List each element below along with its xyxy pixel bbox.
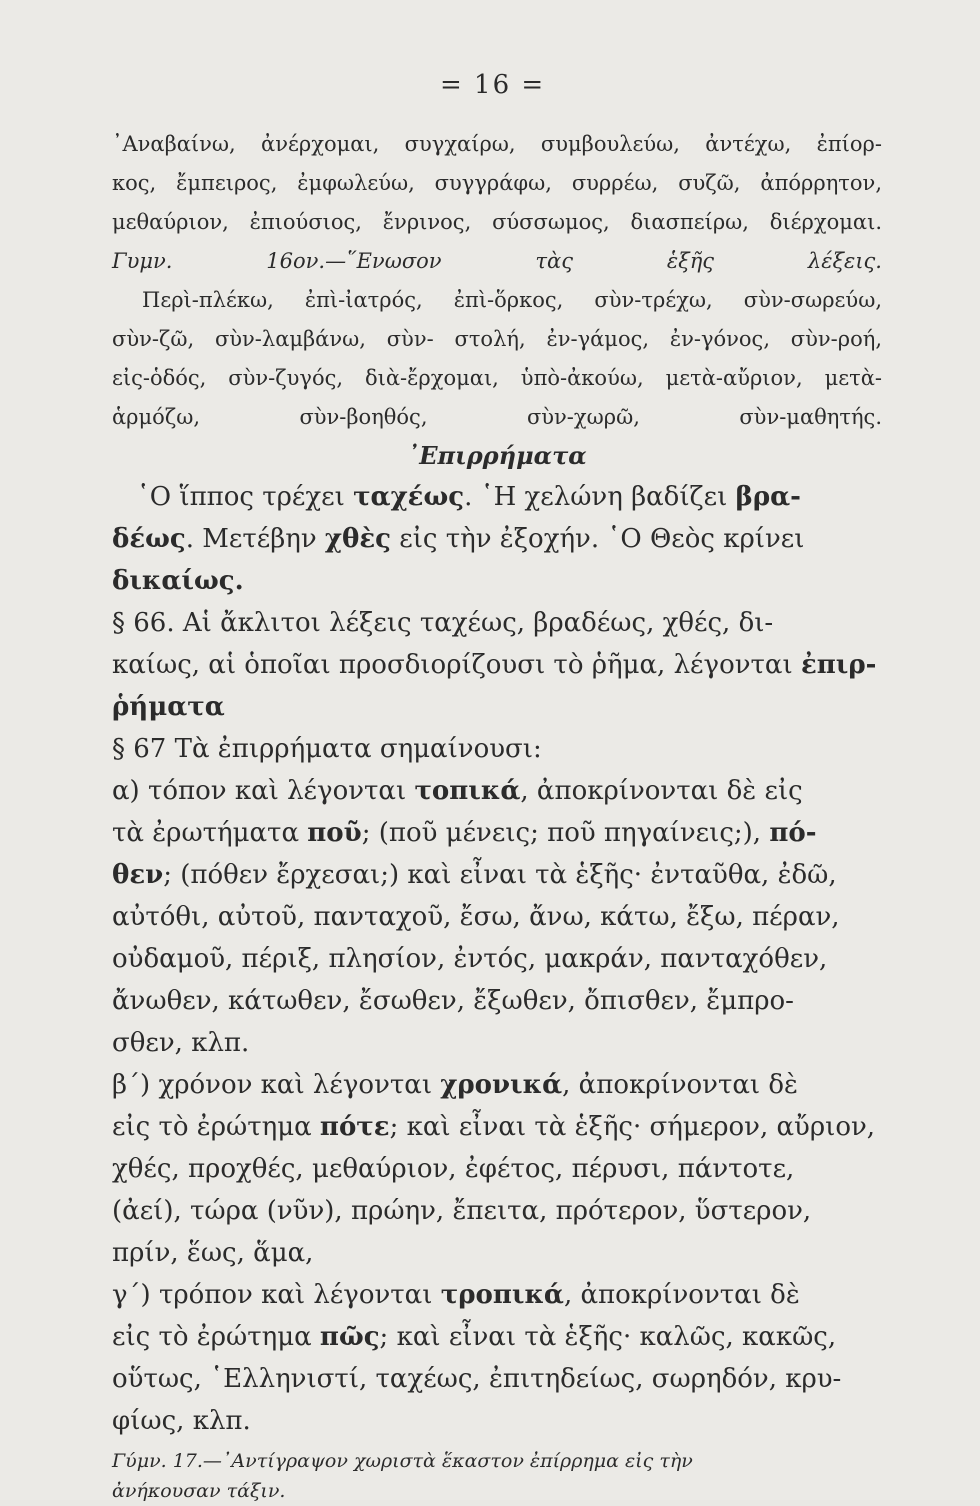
s67-line-14: γ΄) τρόπον καὶ λέγονται τροπικά, ἀποκρίνονται δὲ <box>112 1280 800 1310</box>
s67-line-3: τὰ ἐρωτήματα ποῦ; (ποῦ μένεις; ποῦ πηγαίνεις;), πό- <box>112 818 817 848</box>
s66-line-3: ῥήματα <box>112 692 225 722</box>
s67-line-7: ἄνωθεν, κάτωθεν, ἔσωθεν, ἔξωθεν, ὄπισθεν, ἔμπρο- <box>112 986 794 1016</box>
p1-line-1: ᾿Αναβαίνω, ἀνέρχομαι, συγχαίρω, συμβουλεύω, ἀντέχω, ἐπίορ- <box>112 132 882 156</box>
s67-line-2: α) τόπον καὶ λέγονται τοπικά, ἀποκρίνονται δὲ εἰς <box>112 776 803 806</box>
exercise-16: Γυμν. 16ον.—῞Ενωσον τὰς ἑξῆς λέξεις. <box>112 249 882 273</box>
s67-line-17: φίως, κλπ. <box>112 1406 251 1436</box>
s66-line-2: καίως, αἱ ὁποῖαι προσδιορίζουσι τὸ ῥῆμα, λέγονται ἐπιρ- <box>112 650 877 680</box>
ex17-line-1: Γύμν. 17.—᾿Αντίγραψον χωριστὰ ἕκαστον ἐπίρρημα εἰς τὴν <box>112 1450 693 1472</box>
s67-line-5: αὐτόθι, αὐτοῦ, πανταχοῦ, ἔσω, ἄνω, κάτω, ἔξω, πέραν, <box>112 902 840 932</box>
s67-line-11: χθές, προχθές, μεθαύριον, ἐφέτος, πέρυσι, πάντοτε, <box>112 1154 795 1184</box>
s67-line-6: οὐδαμοῦ, πέριξ, πλησίον, ἐντός, μακράν, πανταχόθεν, <box>112 944 828 974</box>
p2-line-2: σὺν-ζῶ, σὺν-λαμβάνω, σὺν- στολή, ἐν-γάμος, ἐν-γόνος, σὺν-ροή, <box>112 327 882 351</box>
ex-line-1: ῾Ο ἵππος τρέχει ταχέως. ῾Η χελώνη βαδίζει βρα- <box>136 482 801 512</box>
s67-line-13: πρίν, ἕως, ἅμα, <box>112 1238 314 1268</box>
page-body <box>112 125 882 1506</box>
s67-line-1: § 67 Τὰ ἐπιρρήματα σημαίνουσι: <box>112 734 542 764</box>
section-67 <box>112 728 882 1442</box>
s67-line-12: (ἀεί), τώρα (νῦν), πρώην, ἔπειτα, πρότερον, ὕστερον, <box>112 1196 812 1226</box>
paragraph-2 <box>112 281 882 320</box>
s67-line-16: οὕτως, ῾Ελληνιστί, ταχέως, ἐπιτηδείως, σωρηδόν, κρυ- <box>112 1364 842 1394</box>
paragraph-2-cont <box>112 320 882 437</box>
p2-line-4: ἁρμόζω, σὺν-βοηθός, σὺν-χωρῶ, σὺν-μαθητής. <box>112 405 882 429</box>
p1-line-2: κος, ἔμπειρος, ἐμφωλεύω, συγγράφω, συρρέω, συζῶ, ἀπόρρητον, <box>112 171 882 195</box>
section-heading: ᾿Επιρρήματα <box>407 441 587 470</box>
page-number: = 16 = <box>440 70 546 100</box>
s67-line-9: β΄) χρόνον καὶ λέγονται χρονικά, ἀποκρίνονται δὲ <box>112 1070 798 1100</box>
s67-line-8: σθεν, κλπ. <box>112 1028 250 1058</box>
ex-line-3: δικαίως. <box>112 566 244 596</box>
exercise-17 <box>112 1446 882 1506</box>
ex17-line-2: ἀνήκουσαν τάξιν. <box>112 1480 286 1502</box>
s66-line-1: § 66. Αἱ ἄκλιτοι λέξεις ταχέως, βραδέως, χθές, δι- <box>112 608 774 638</box>
section-66 <box>112 602 882 728</box>
s67-line-15: εἰς τὸ ἐρώτημα πῶς; καὶ εἶναι τὰ ἑξῆς· καλῶς, κακῶς, <box>112 1322 837 1352</box>
s67-line-4: θεν; (πόθεν ἔρχεσαι;) καὶ εἶναι τὰ ἑξῆς· ἐνταῦθα, ἐδῶ, <box>112 860 837 890</box>
p2-line-1: Περὶ-πλέκω, ἐπὶ-ἰατρός, ἐπὶ-ὅρκος, σὺν-τρέχω, σὺν-σωρεύω, <box>142 288 882 312</box>
p1-line-3: μεθαύριον, ἐπιούσιος, ἔνρινος, σύσσωμος, διασπείρω, διέρχομαι. <box>112 210 882 234</box>
paragraph-1 <box>112 125 882 242</box>
ex-line-2: δέως. Μετέβην χθὲς εἰς τὴν ἐξοχήν. ῾Ο Θεὸς κρίνει <box>112 524 805 554</box>
p2-line-3: εἰς-ὁδός, σὺν-ζυγός, διὰ-ἔρχομαι, ὑπὸ-ἀκούω, μετὰ-αὔριον, μετὰ- <box>112 366 882 390</box>
s67-line-10: εἰς τὸ ἐρώτημα πότε; καὶ εἶναι τὰ ἑξῆς· σήμερον, αὔριον, <box>112 1112 876 1142</box>
examples <box>112 476 882 602</box>
